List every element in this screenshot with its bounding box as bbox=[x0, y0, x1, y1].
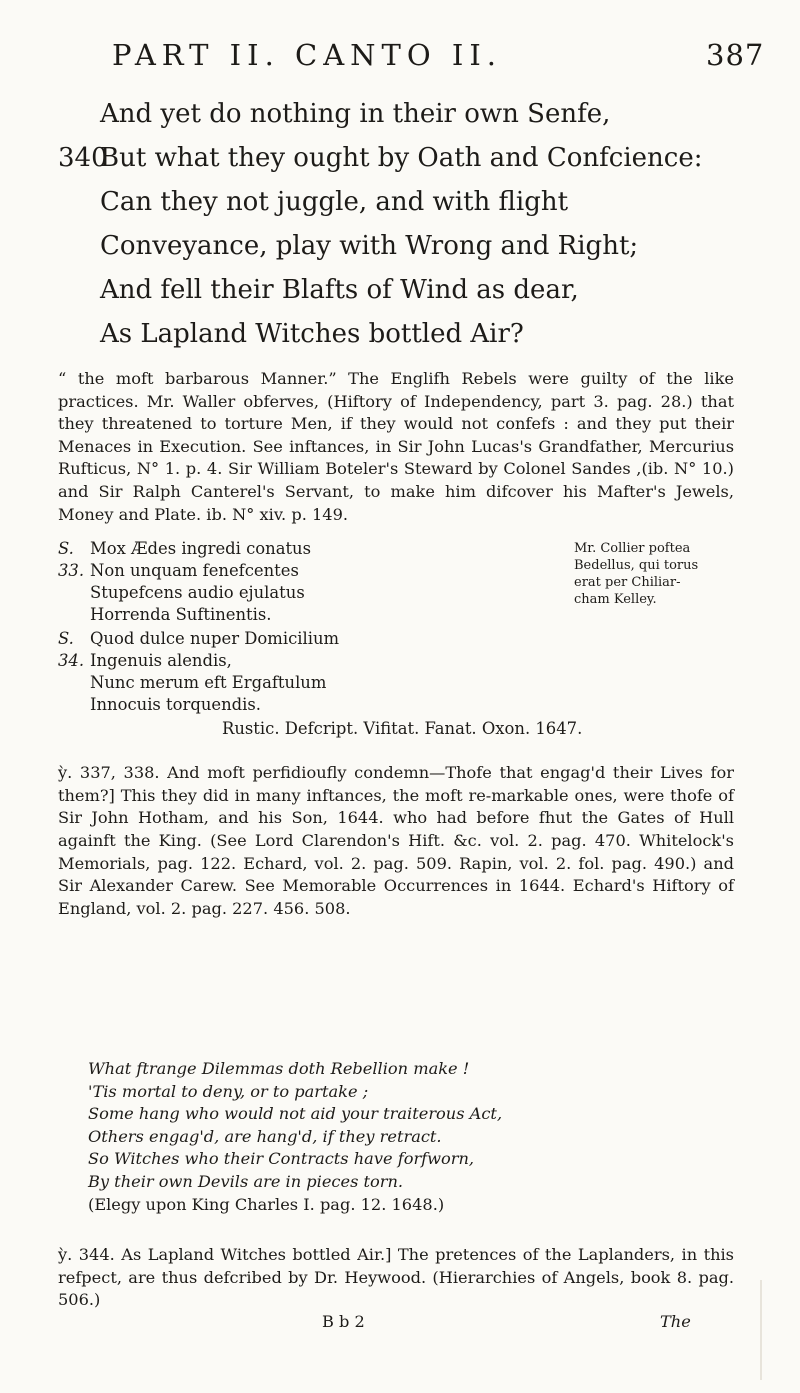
footnote-paragraph: ỳ. 344. As Lapland Witches bottled Air.] The pretences of the Laplanders, in this refpect, are thus defcribed by Dr. Heywood. (Hierarchies of Angels, book 8. pag. 506.) bbox=[58, 1245, 734, 1310]
margin-note: Mr. Collier poftea Bedellus, qui torus erat per Chiliar-cham Kelley. bbox=[574, 541, 699, 607]
verse-line: 340 But what they ought by Oath and Confcience: bbox=[58, 136, 738, 180]
page-edge bbox=[760, 1280, 762, 1380]
running-head: PART II. CANTO II. bbox=[112, 38, 502, 72]
stanza-label: S. 34. bbox=[58, 629, 85, 670]
footnote-paragraph: ỳ. 337, 338. And moft perfidioufly condemn—Thofe that engag'd their Lives for them?] This they did in many inftances, the moft re-markable ones, were thofe of Sir John Hotham, and his Son, 1644. who had before fhut the Gates of Hull againft the King. (See Lord Clarendon's Hift. &c. vol. 2. pag. 470. Whitelock's Memorials, pag. 122. Echard, vol. 2. pag. 509. Rapin, vol. 2. fol. pag. 490.) and Sir Alexander Carew. See Memorable Occurrences in 1644. Echard's Hiftory of England, vol. 2. pag. 227. 456. 508. bbox=[58, 763, 734, 918]
stanza-label: S. 33. bbox=[58, 539, 85, 580]
verse-line: Can they not juggle, and with flight bbox=[100, 187, 569, 217]
verse-block bbox=[58, 92, 738, 356]
signature-mark: B b 2 bbox=[322, 1312, 365, 1331]
catchword: The bbox=[660, 1312, 691, 1331]
verse-line: And fell their Blafts of Wind as dear, bbox=[100, 275, 579, 305]
verse-line: Conveyance, play with Wrong and Right; bbox=[100, 231, 639, 261]
latin-stanza-33: S. 33. Mox Ædes ingredi conatus Non unquam fenefcentes Stupefcens audio ejulatus Horrenda Suftinentis. bbox=[58, 539, 312, 624]
latin-stanza-34: S. 34. Quod dulce nuper Domicilium Ingenuis alendis, Nunc merum eft Ergaftulum Innocuis torquendis. bbox=[58, 629, 340, 714]
page-number: 387 bbox=[706, 38, 765, 72]
latin-source: Rustic. Defcript. Vifitat. Fanat. Oxon. 1647. bbox=[222, 719, 583, 738]
poem-source: (Elegy upon King Charles I. pag. 12. 1648.) bbox=[88, 1194, 445, 1214]
footnote-paragraph: “ the moft barbarous Manner.” The Englifh Rebels were guilty of the like practices. Mr. Waller obferves, (Hiftory of Independency, part 3. pag. 28.) that they threatened to torture Men, if they would not confefs : and they put their Menaces in Execution. See inftances, in Sir John Lucas's Grandfather, Mercurius Rufticus, N° 1. p. 4. Sir William Boteler's Steward by Colonel Sandes ,(ib. N° 10.) and Sir Ralph Canterel's Servant, to make him difcover his Mafter's Jewels, Money and Plate. ib. N° xiv. p. 149. bbox=[58, 369, 734, 524]
quoted-poem: What ftrange Dilemmas doth Rebellion make ! 'Tis mortal to deny, or to partake ; Some hang who would not aid your traiterous Act, Others engag'd, are hang'd, if they retract. So Witches who their Contracts have forfworn, By their own Devils are in pieces torn. (Elegy upon King Charles I. pag. 12. 1648.) bbox=[88, 1058, 708, 1216]
verse-line: As Lapland Witches bottled Air? bbox=[100, 319, 524, 349]
verse-line: And yet do nothing in their own Senfe, bbox=[100, 99, 611, 129]
line-number: 340 bbox=[58, 143, 108, 173]
